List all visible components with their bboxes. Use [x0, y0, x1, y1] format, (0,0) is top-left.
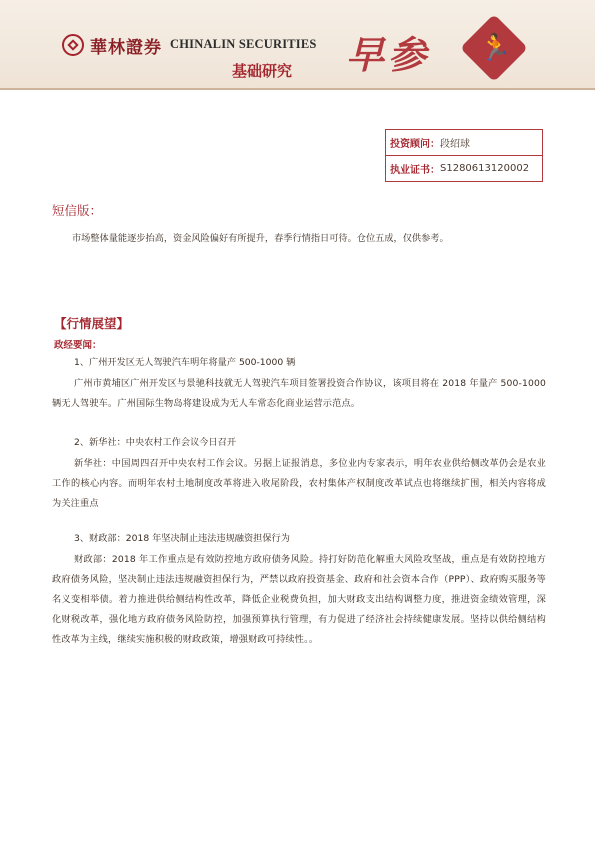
runner-icon: 🏃 [479, 33, 512, 63]
news-heading: 2、新华社：中央农村工作会议今日召开 [74, 437, 237, 448]
news-body: 广州市黄埔区广州开发区与景驰科技就无人驾驶汽车项目签署投资合作协议，该项目将在 2018 年量产 500-1000 辆无人驾驶车。广州国际生物岛将建设成为无人车常态化商业运营示范点。 [52, 378, 546, 409]
advisor-label: 投资顾问： [390, 139, 440, 150]
report-name: 早参 [346, 32, 431, 77]
news-item [52, 434, 546, 514]
news-heading: 3、财政部：2018 年坚决制止违法违规融资担保行为 [74, 533, 290, 544]
market-outlook-title: 【行情展望】 [54, 316, 130, 331]
news-body: 新华社：中国周四召开中央农村工作会议。另据上证报消息，多位业内专家表示，明年农业供给侧改革仍会是农业工作的核心内容。而明年农村土地制度改革将进入收尾阶段，农村集体产权制度改革试点也将继续扩围，相关内容将成为关注重点 [52, 458, 546, 509]
news-item [52, 354, 546, 414]
company-logo-icon [62, 34, 84, 56]
cert-label: 执业证书： [390, 165, 440, 176]
short-version-title: 短信版： [52, 203, 103, 218]
policy-news-title: 政经要闻： [54, 340, 102, 351]
advisor-info-box [385, 129, 543, 182]
cert-value: S1280613120002 [440, 163, 530, 174]
news-item [52, 530, 546, 650]
header-divider [0, 88, 595, 90]
news-body: 财政部：2018 年工作重点是有效防控地方政府债务风险。持打好防范化解重大风险攻坚战，重点是有效防控地方政府债务风险，坚决制止违法违规融资担保行为，严禁以政府投资基金、政府和社会资本合作（PPP）、政府购买服务等名义变相举债。着力推进供给侧结构性改革，降低企业税费负担，加大财政支出结构调整力度，推进资金绩效管理，深化财税改革，强化地方政府债务风险防控，加强预算执行管理，有力促进了经济社会持续健康发展。坚持以供给侧结构性改革为主线，继续实施积极的财政政策，增强财政可持续性。。 [52, 554, 546, 645]
advisor-row [386, 130, 542, 155]
department-label: 基础研究 [232, 62, 293, 80]
brand-name-en: CHINALIN SECURITIES [170, 37, 317, 51]
short-version-body: 市场整体量能逐步抬高，资金风险偏好有所提升，春季行情指日可待。仓位五成，仅供参考。 [72, 233, 449, 244]
news-heading: 1、广州开发区无人驾驶汽车明年将量产 500-1000 辆 [74, 357, 296, 368]
cert-row [386, 155, 542, 181]
brand-name-cn: 華林證券 [90, 38, 162, 58]
advisor-value: 段绍球 [440, 139, 470, 150]
